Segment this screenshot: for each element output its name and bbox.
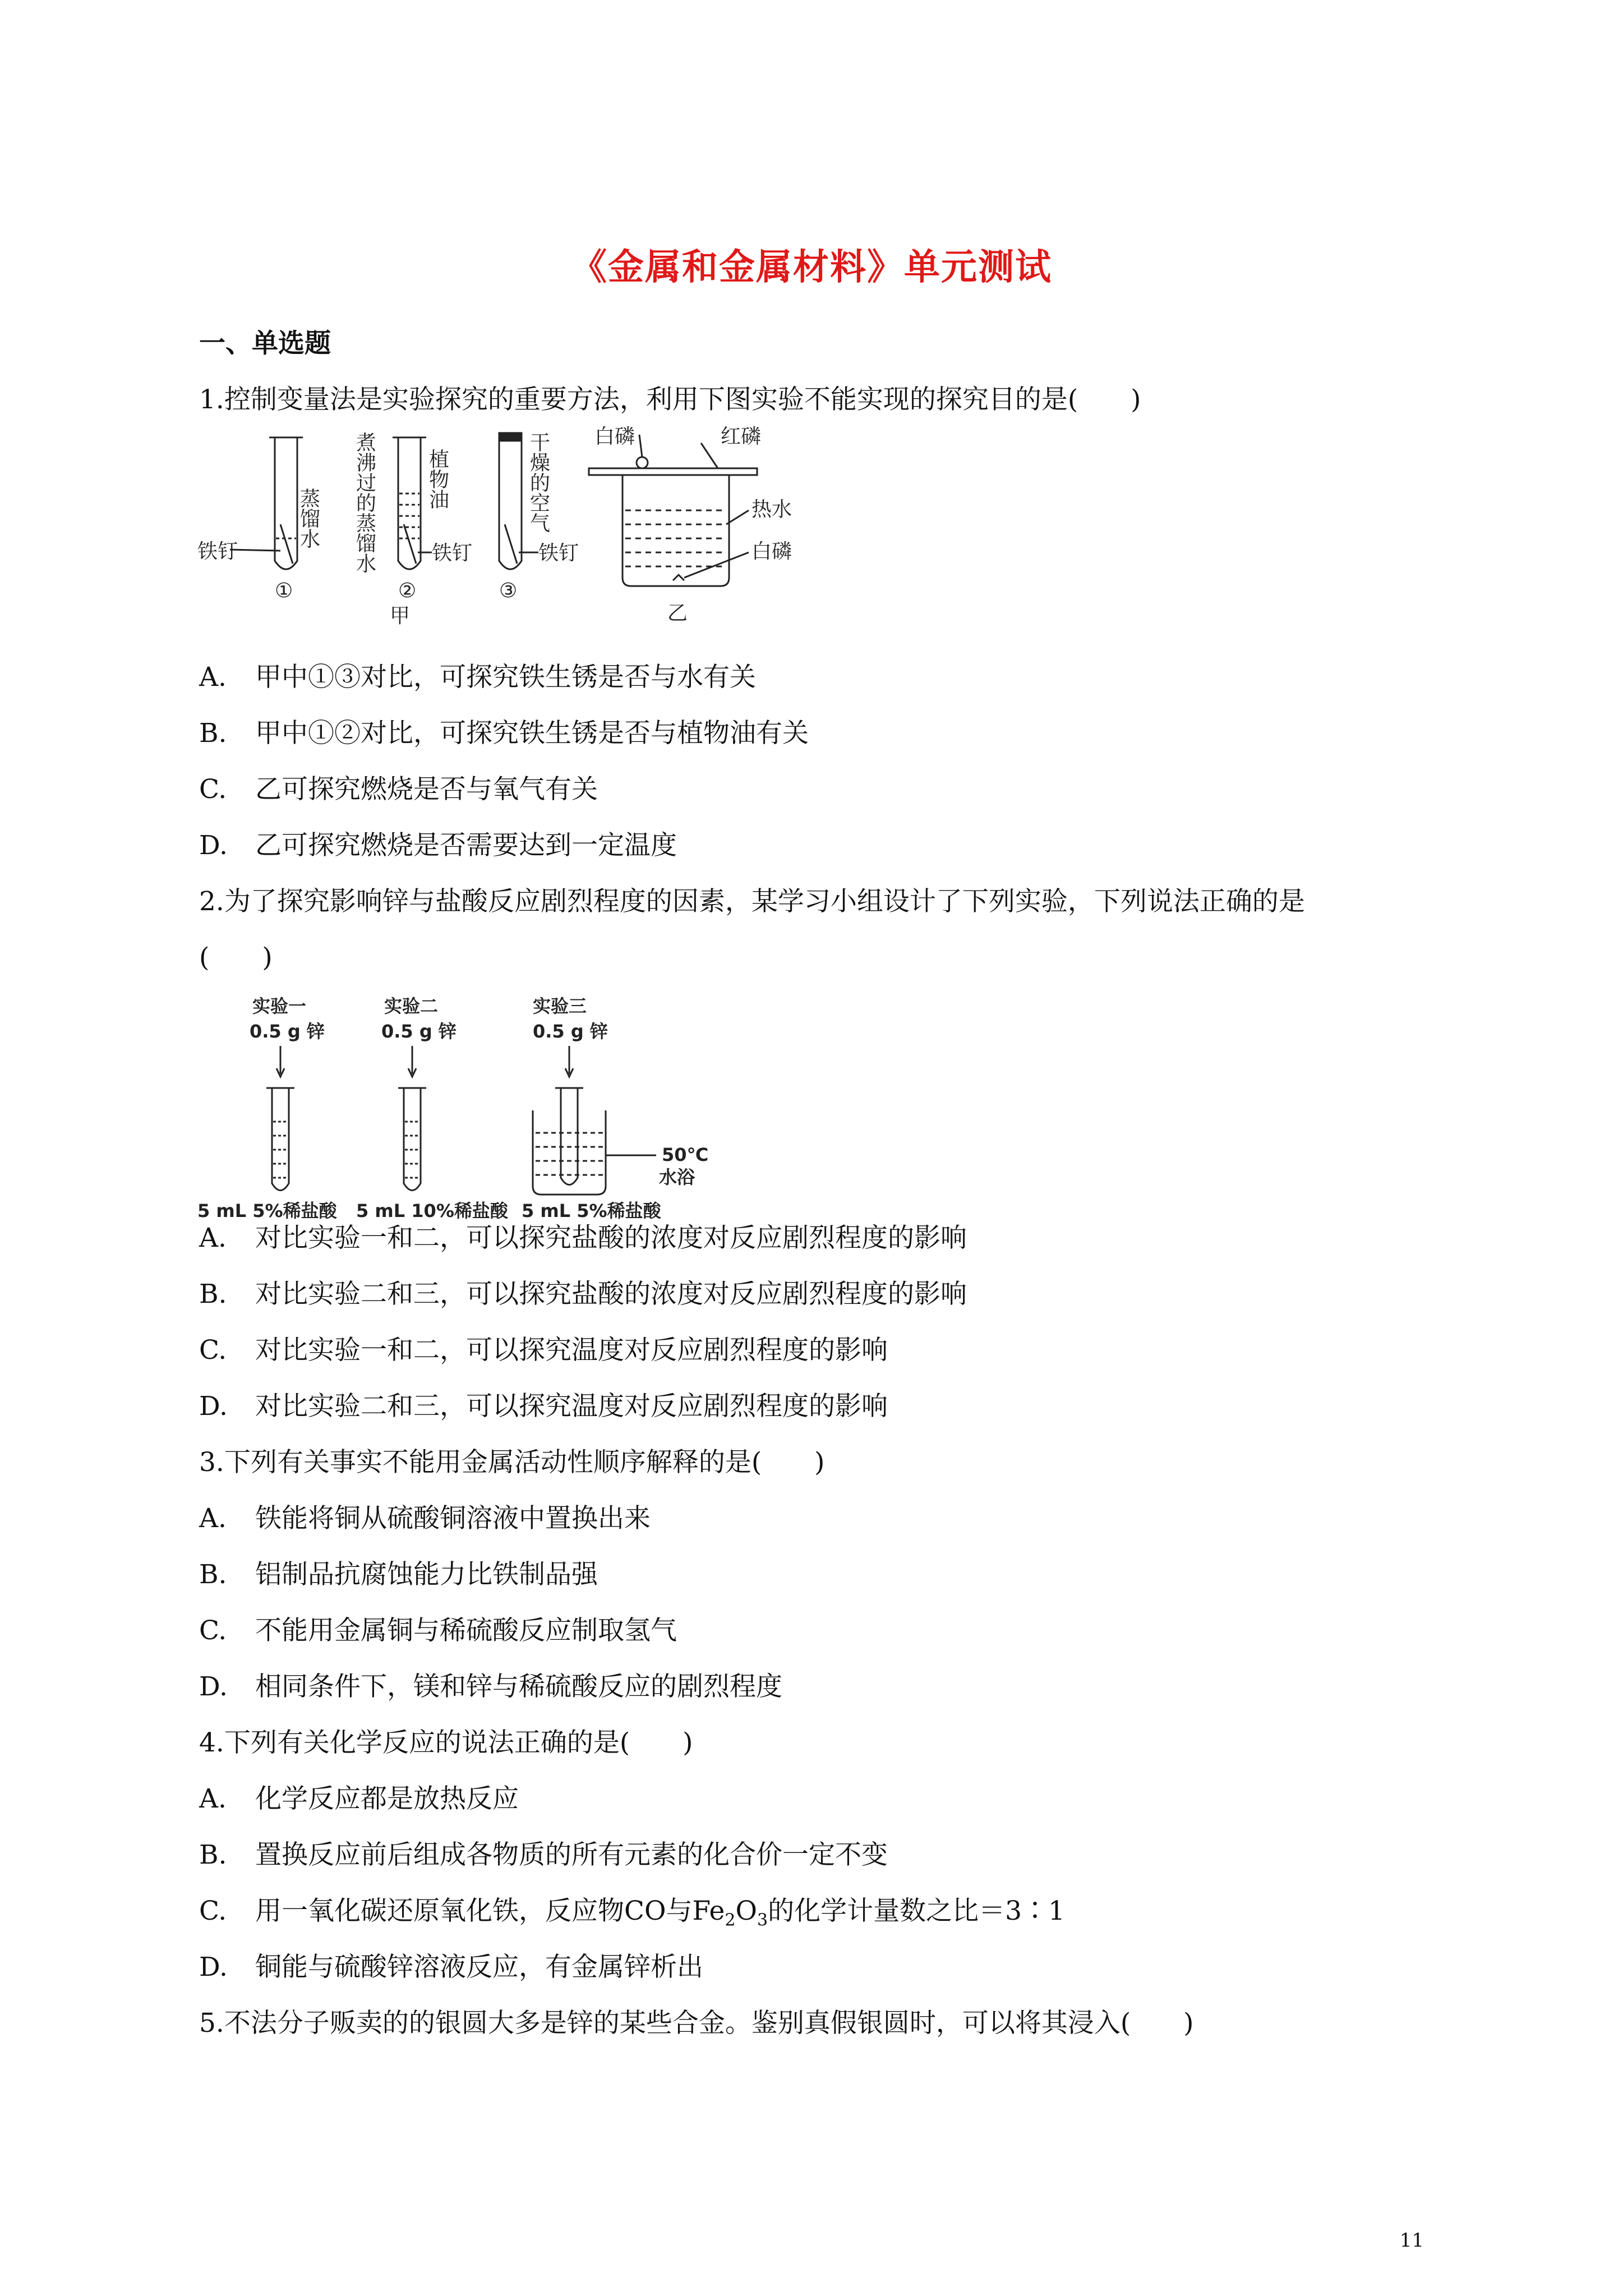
q3-option-c: C. 不能用金属铜与稀硫酸反应制取氢气 xyxy=(199,1615,677,1646)
exp2-label: 实验二 xyxy=(384,995,439,1017)
water-bath xyxy=(533,1110,606,1195)
exp1-zinc: 0.5 g 锌 xyxy=(250,1021,325,1042)
q1-option-b: B. 甲中①②对比，可探究铁生锈是否与植物油有关 xyxy=(199,718,809,749)
q1-label-red-p: 红磷 xyxy=(721,425,762,448)
white-phosphorus-top xyxy=(637,457,648,468)
bath-temp: 50℃ xyxy=(662,1144,709,1165)
section-heading: 一、单选题 xyxy=(199,328,331,359)
q1-option-a: A. 甲中①③对比，可探究铁生锈是否与水有关 xyxy=(199,662,756,693)
test-tube-3 xyxy=(499,441,522,569)
q1-stem: 1.控制变量法是实验探究的重要方法，利用下图实验不能实现的探究目的是( ) xyxy=(199,384,1141,415)
q2-option-c: C. 对比实验一和二，可以探究温度对反应剧烈程度的影响 xyxy=(199,1335,888,1366)
q1-label-boiled-water: 煮沸过的蒸馏水 xyxy=(353,432,376,573)
exp3-zinc: 0.5 g 锌 xyxy=(533,1021,608,1042)
page-title: 《金属和金属材料》单元测试 xyxy=(571,246,1052,288)
exp3-label: 实验三 xyxy=(533,995,587,1017)
q1-option-d: D. 乙可探究燃烧是否需要达到一定温度 xyxy=(199,830,677,861)
q2-stem-line2: ( ) xyxy=(199,942,273,973)
q1-group-yi: 乙 xyxy=(667,602,688,625)
copper-plate xyxy=(589,468,757,475)
q3-option-b: B. 铝制品抗腐蚀能力比铁制品强 xyxy=(199,1559,598,1590)
q5-stem: 5.不法分子贩卖的的银圆大多是锌的某些合金。鉴别真假银圆时，可以将其浸入( ) xyxy=(199,2008,1194,2039)
q1-figure xyxy=(196,426,830,634)
q4-option-b: B. 置换反应前后组成各物质的所有元素的化合价一定不变 xyxy=(199,1839,888,1870)
exp1-label: 实验一 xyxy=(252,995,307,1017)
q4-option-a: A. 化学反应都是放热反应 xyxy=(199,1783,519,1814)
beaker xyxy=(623,475,729,586)
acid-label-1: 5 mL 5%稀盐酸 xyxy=(197,1200,337,1221)
bath-label: 水浴 xyxy=(659,1167,695,1188)
q1-label-nail-3: 铁钉 xyxy=(538,542,579,565)
stopper xyxy=(499,433,522,441)
nail-3 xyxy=(505,524,517,564)
q2-figure xyxy=(196,993,709,1223)
test-tube-1 xyxy=(275,437,297,569)
q1-num-3: ③ xyxy=(499,579,518,602)
q3-option-d: D. 相同条件下，镁和锌与稀硫酸反应的剧烈程度 xyxy=(199,1671,782,1702)
nail-1 xyxy=(280,524,293,564)
q1-option-c: C. 乙可探究燃烧是否与氧气有关 xyxy=(199,774,598,805)
q1-label-nail-1: 铁钉 xyxy=(197,540,238,563)
q4-stem: 4.下列有关化学反应的说法正确的是( ) xyxy=(199,1727,693,1758)
acid-label-2: 5 mL 10%稀盐酸 xyxy=(356,1200,508,1221)
q1-num-1: ① xyxy=(275,579,293,602)
q1-label-white-p-top: 白磷 xyxy=(594,425,635,448)
tube-exp3 xyxy=(561,1088,578,1185)
q2-stem-line1: 2.为了探究影响锌与盐酸反应剧烈程度的因素，某学习小组设计了下列实验，下列说法正确的是 xyxy=(199,886,1305,917)
q3-option-a: A. 铁能将铜从硫酸铜溶液中置换出来 xyxy=(199,1503,651,1534)
page-number: 11 xyxy=(1399,2229,1424,2252)
q1-label-oil: 植物油 xyxy=(426,449,449,509)
nail-2 xyxy=(404,524,416,564)
q1-label-white-p-bottom: 白磷 xyxy=(751,540,792,563)
q4-option-c: C. 用一氧化碳还原氧化铁，反应物CO与$Fe_2O_3$的化学计量数之比＝3∶1 xyxy=(199,1896,1065,1930)
q2-option-b: B. 对比实验二和三，可以探究盐酸的浓度对反应剧烈程度的影响 xyxy=(199,1279,967,1310)
q2-option-a: A. 对比实验一和二，可以探究盐酸的浓度对反应剧烈程度的影响 xyxy=(199,1223,967,1253)
q1-label-water: 蒸馏水 xyxy=(297,488,320,548)
q1-num-2: ② xyxy=(398,579,417,602)
q1-group-jia: 甲 xyxy=(390,605,411,628)
exp2-zinc: 0.5 g 锌 xyxy=(381,1021,457,1042)
tube-exp2 xyxy=(404,1088,421,1191)
q1-label-dry-air: 干燥的空气 xyxy=(527,432,550,533)
q3-stem: 3.下列有关事实不能用金属活动性顺序解释的是( ) xyxy=(199,1447,825,1478)
q2-option-d: D. 对比实验二和三，可以探究温度对反应剧烈程度的影响 xyxy=(199,1391,888,1422)
acid-label-3: 5 mL 5%稀盐酸 xyxy=(522,1200,661,1221)
q1-label-hot-water: 热水 xyxy=(751,498,792,521)
q4-option-d: D. 铜能与硫酸锌溶液反应，有金属锌析出 xyxy=(199,1952,703,1983)
test-tube-2 xyxy=(398,437,421,569)
q1-label-nail-2: 铁钉 xyxy=(432,542,473,565)
tube-exp1 xyxy=(272,1088,289,1191)
